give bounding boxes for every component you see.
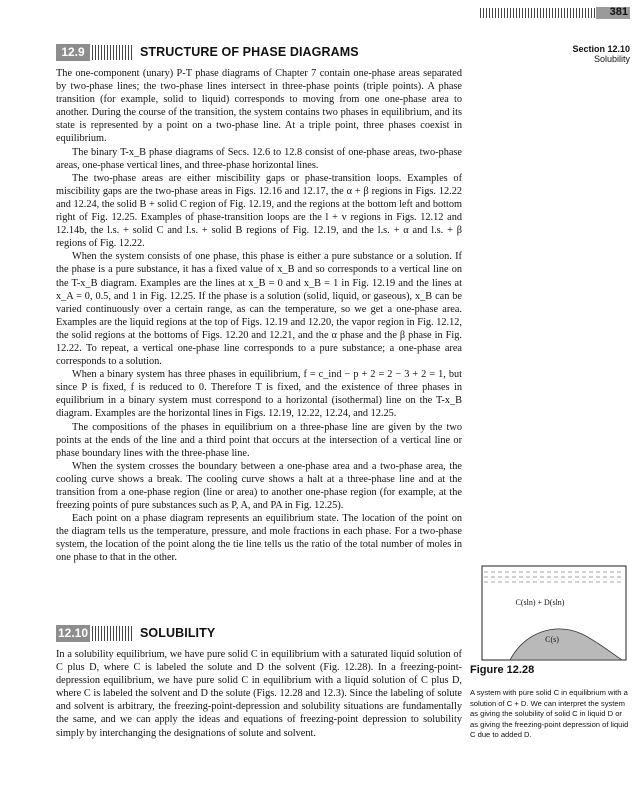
paragraph: In a solubility equilibrium, we have pure solid C in equilibrium with a saturated liquid solution of C plus D, where C is labeled the solute and D the solvent (Fig. 12.28). In a freezing-point-depression equilibrium, we have pure solid C in equilibrium with a liquid solution of C plus D, where C is labeled the solvent and D the solute (Figs. 12.28 and 12.3). Since the labeling of solute and solvent is arbitrary, the freezing-point-depression and solubility situations are fundamentally the same, and we can apply the ideas and equations of freezing-point depression to solubility simply by interchanging the designations of solute and solvent. [56, 649, 462, 739]
figure-caption: A system with pure solid C in equilibrium with a solution of C + D. We can interpret the system as giving the solubility of solid C in liquid D or as giving the freezing-point depression of liquid C due to added D. [470, 688, 629, 740]
figure-label: Figure 12.28 [470, 664, 535, 676]
section-number: 12.9 [56, 44, 90, 61]
paragraph: When a binary system has three phases in equilibrium, f = c_ind − p + 2 = 2 − 3 + 2 = 1, but since P is fixed, f is reduced to 0. Therefore T is fixed, and the existence of three phases in equilibrium in a binary system must correspond to a horizontal (isothermal) line on the T-x_B diagram. Examples are the horizontal lines in Figs. 12.19, 12.22, 12.24, and 12.25. [56, 369, 462, 420]
paragraph: The binary T-x_B phase diagrams of Secs. 12.6 to 12.8 consist of one-phase areas, two-phase areas, one-phase vertical lines, and three-phase horizontal lines. [56, 146, 462, 171]
running-head [480, 44, 630, 64]
section-bar [92, 626, 132, 641]
running-head-title: Solubility [593, 54, 630, 64]
paragraph: When the system crosses the boundary between a one-phase area and a two-phase area, the cooling curve shows a break. The cooling curve shows a halt at a three-phase line and at the transition from a one-phase region (line or area) to another one-phase region (for example, at the freezing points of pure substances such as P, A, and PA in Fig. 12.25). [56, 460, 462, 512]
section-number: 12.10 [57, 626, 89, 640]
section-12-9-body [56, 67, 462, 565]
paragraph: When the system consists of one phase, this phase is either a pure substance or a solution. If the phase is a pure substance, it has a fixed value of x_B and so corresponds to a vertical line on the T-x_B diagram. Examples are the lines at x_B = 0 and x_B = 1 in Fig. 12.19 and the lines at x_A = 0, 0.5, and 1 in Fig. 12.25. If the phase is a solution (solid, liquid, or gaseous), x_B can be varied continuously over a certain range, as can the temperature, so we get a one-phase area. Examples are the liquid regions at the top of Figs. 12.19 and 12.20, the vapor region in Fig. 12.12, the solid regions at the bottoms of Figs. 12.20 and 12.21, and the α phase and the β phase in Fig. 12.22. To repeat, a vertical one-phase line corresponds to a pure substance; a one-phase area corresponds to a solution. [56, 251, 462, 368]
paragraph: The compositions of the phases in equilibrium on a three-phase line are given by the two points at the ends of the line and a third point that occurs at the intersection of a vertical line or phase boundary lines with the three-phase line. [56, 421, 462, 459]
section-title: STRUCTURE OF PHASE DIAGRAMS [140, 45, 359, 59]
paragraph: The one-component (unary) P-T phase diagrams of Chapter 7 contain one-phase areas separated by two-phase lines; the two-phase lines intersect in three-phase points (triple points). A phase transition (for example, solid to liquid) corresponds to moving from one one-phase area to another. During the course of the transition, the system contains two phases in equilibrium, and its state is represented by a point on a two-phase line. At a triple point, three phases coexist in equilibrium. [56, 68, 462, 145]
figure-12-28-diagram [470, 560, 630, 664]
paragraph: Each point on a phase diagram represents an equilibrium state. The location of the point on the diagram tells us the temperature, pressure, and mole fractions in each phase. For a two-phase system, the location of the point along the tie line tells us the ratio of the total number of moles in one phase to that in the other. [56, 513, 462, 564]
section-12-10-body [56, 648, 462, 740]
page-number-bar [480, 8, 598, 18]
section-bar [92, 45, 132, 60]
page-number: 381 [609, 6, 628, 18]
solution-label: C(sln) + D(sln) [515, 598, 565, 607]
paragraph: The two-phase areas are either miscibility gaps or phase-transition loops. Examples of miscibility gaps are the two-phase areas in Figs. 12.16 and 12.17, the α + β regions in Figs. 12.22 and 12.24, the solid B + solid C region of Fig. 12.19, and the regions at the bottom left and bottom right of Fig. 12.25. Examples of phase-transition loops are the l + v regions in Figs. 12.12 and 12.14b, the l.s. + solid C and l.s. + solid B regions of Fig. 12.19, and the l.s. + α and l.s. + β regions of Fig. 12.22. [56, 172, 462, 250]
solid-label: C(s) [545, 635, 559, 644]
section-title: SOLUBILITY [140, 626, 216, 640]
running-head-section: Section 12.10 [572, 44, 630, 54]
